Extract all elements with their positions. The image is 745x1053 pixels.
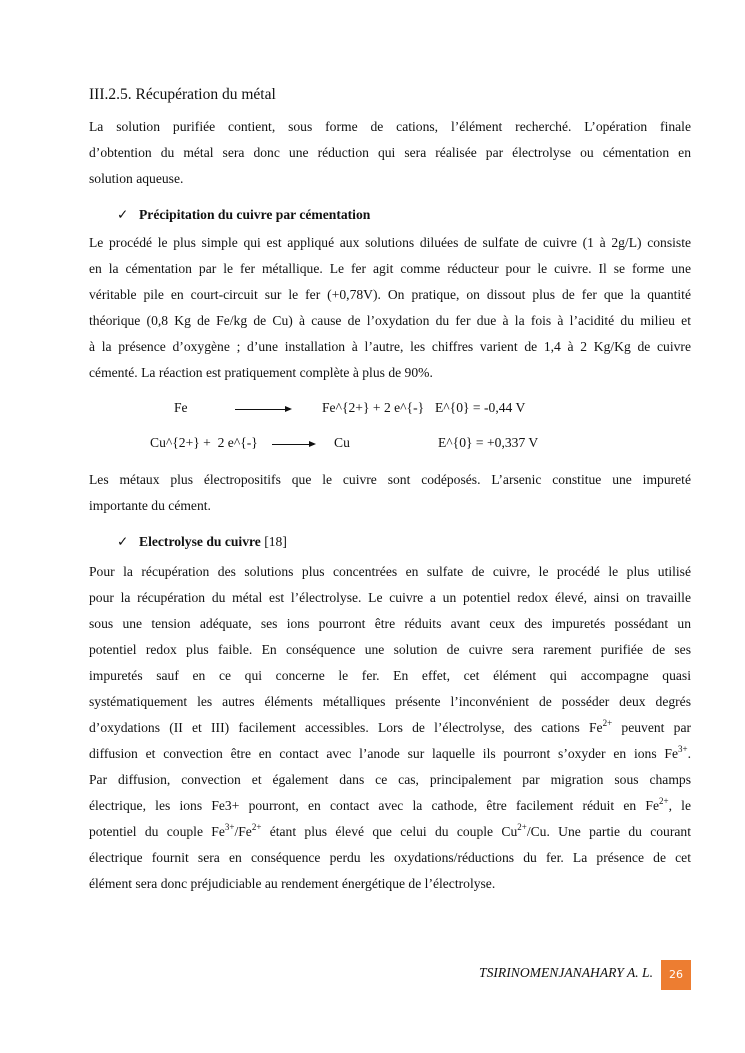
text-line: solution aqueuse.	[89, 171, 184, 186]
text-line: d’oxydations (II et III) facilement accessibles. Lors de l’électrolyse, des cations $Fe^{2+}$ peuvent par	[89, 718, 691, 735]
text-line: théorique (0,8 Kg de Fe/kg de Cu) à cause de l’oxydation du fer due à la fois à l’acidité du milieu et	[89, 313, 691, 328]
text-line: Le procédé le plus simple qui est appliqué aux solutions diluées de sulfate de cuivre (1 à 2g/L) consiste	[89, 235, 691, 250]
text-line: cémenté. La réaction est pratiquement complète à plus de 90%.	[89, 365, 433, 380]
text-line: véritable pile en court-circuit sur le fer (+0,78V). On pratique, on dissout plus de fer que la quantité	[89, 287, 691, 302]
text-line: électrique fournit sera en conséquence perdu les oxydations/réductions du fer. La présence de cet	[89, 850, 691, 865]
cementation-paragraph	[89, 230, 691, 386]
bullet-title: Electrolyse du cuivre	[139, 534, 261, 549]
equation-1-left: Fe	[174, 400, 188, 415]
bullet-electrolyse	[117, 529, 617, 555]
text-line: diffusion et convection être en contact avec l’anode sur laquelle ils pourront s’oxyder en ions $Fe^{3+}$.	[89, 744, 691, 761]
text-line: d’obtention du métal sera donc une réduction qui sera réalisée par électrolyse ou cémentation en	[89, 145, 691, 160]
text-line: La solution purifiée contient, sous forme de cations, l’élément recherché. L’opération finale	[89, 119, 691, 134]
text-line: potentiel redox plus faible. En conséquence une solution de cuivre sera rarement purifiée de ses	[89, 642, 691, 657]
section-heading: III.2.5. Récupération du métal	[89, 86, 276, 103]
electrolyse-paragraph	[89, 559, 691, 897]
metals-paragraph	[89, 467, 691, 519]
equation-2-left: Cu^{2+} + 2 e^{-}	[150, 435, 258, 450]
reaction-arrow-icon	[272, 444, 314, 445]
text-line: pour la récupération du métal est l’électrolyse. Le cuivre a un potentiel redox élevé, ainsi on travaille	[89, 590, 691, 605]
reaction-arrow-icon	[235, 409, 290, 410]
text-line: importante du cément.	[89, 498, 211, 513]
equation-2-right: Cu	[334, 435, 350, 450]
text-line: sous une tension adéquate, ses ions pourront être réduits avant ceux des impuretés possédant un	[89, 616, 691, 631]
equation-1-potential: E^{0} = -0,44 V	[435, 400, 526, 415]
text-line: électrique, les ions Fe3+ pourront, en contact avec la cathode, être facilement réduit en $Fe^{2+}$, le	[89, 796, 691, 813]
text-line: à la présence d’oxygène ; d’une installation à l’autre, les chiffres varient de 1,4 à 2 Kg/Kg de cuivre	[89, 339, 691, 354]
equation-2-potential: E^{0} = +0,337 V	[438, 435, 539, 450]
footer-author: TSIRINOMENJANAHARY A. L.	[479, 965, 653, 980]
intro-paragraph	[89, 114, 691, 192]
page-number: 26	[661, 960, 691, 990]
bullet-title: Précipitation du cuivre par cémentation	[139, 207, 371, 222]
equation-1-right: Fe^{2+} + 2 e^{-}	[322, 400, 425, 415]
text-line: élément sera donc préjudiciable au rendement énergétique de l’électrolyse.	[89, 876, 496, 891]
text-line: impuretés sauf en ce qui concerne le fer. En effet, cet élément qui accompagne quasi	[89, 668, 691, 683]
text-line: potentiel du couple $Fe^{3+}/Fe^{2+}$ étant plus élevé que celui du couple $Cu^{2+}/Cu$. Une partie du courant	[89, 822, 691, 839]
checkmark-icon: ✓	[117, 207, 129, 222]
text-line: Pour la récupération des solutions plus concentrées en sulfate de cuivre, le procédé le plus utilisé	[89, 564, 691, 579]
text-line: Les métaux plus électropositifs que le cuivre sont codéposés. L’arsenic constitue une impureté	[89, 472, 691, 487]
text-line: systématiquement les autres éléments métalliques présente l’inconvénient de posséder deux degrés	[89, 694, 691, 709]
text-line: Par diffusion, convection et également dans ce cas, principalement par migration sous champs	[89, 772, 691, 787]
citation-ref: [18]	[260, 534, 287, 549]
text-line: en la cémentation par le fer métallique. Le fer agit comme réducteur pour le cuivre. Il se forme une	[89, 261, 691, 276]
bullet-cementation	[117, 202, 617, 228]
checkmark-icon: ✓	[117, 534, 129, 549]
